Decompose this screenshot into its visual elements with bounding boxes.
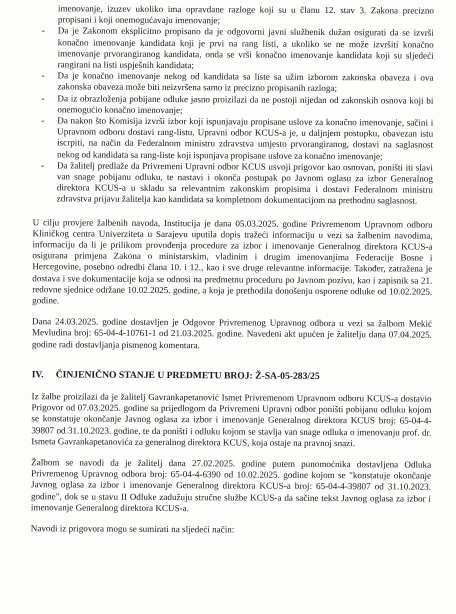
- list-item-text: Da je konačno imenovanje nekog od kandidata sa liste sa užim izborom zakonska obaveza i ova zakonska obaveza može biti neizvršena samo iz precizno propisanih razloga;: [57, 70, 434, 94]
- response-paragraph: Dana 24.03.2025. godine dostavljen je Odgovor Privremenog Upravnog odbora u vezi sa žalbom Mekić Mevludina broj: 65-04-4-10761-1 od 21.03.2025. godine. Navedeni akt upućen je žalitelju dana 07.04.2025. godine radi dostavljanja pismenog komentara.: [31, 316, 433, 350]
- list-item-text: Da je Zakonom eksplicitno propisano da je odgovorni javni službenik dužan osigurati da se izvrši konačno imenovanje kandidata koji je prvi na rang listi, a ukoliko se ne može izvršiti konačno imenovanje prvorangiranog kandidata, onda se vrši konačno imenovanje kandidata koji su sljedeći rangirani na listi uspješnih kandidata;: [57, 25, 434, 71]
- facts-paragraph: Iz žalbe proizilazi da je žalitelj Gavrankapetanović Ismet Privremenom Upravnom odboru KCUS-a dostavio Prigovor od 07.03.2025. godine sa prijedlogom da Privremeni Upravni odbor poništi pobijanu odluku kojom se konstatuje okončanje Javnog oglasa za izbor i imenovanje Generalnog direktora KCUS broj: 65-04-4-39807 od 31.10.2023. godine, te da poništi i odluku kojom se stavlja van snage odluka o imenovanju prof. dr. Ismeta Gavrankapetanovića za generalnog direktora KCUS, koja ostaje na pravnoj snazi.: [31, 391, 432, 448]
- bullet-dash: -: [41, 70, 45, 81]
- list-item: [41, 25, 434, 73]
- list-item: [41, 70, 434, 96]
- objection-points-list: [33, 3, 434, 207]
- bullet-dash: -: [40, 160, 45, 171]
- list-item-text: Da iz obrazloženja pobijane odluke jasno proizilazi da ne postoji nijedan od zakonskih osnova koji bi onemogućio konačno imenovanje;: [57, 92, 434, 115]
- section-title: ČINJENIČNO STANJE U PREDMETU BROJ: Ž-SA-05-283/25: [55, 369, 320, 382]
- section-heading: [32, 369, 432, 383]
- list-item-text: imenovanje, izuzev ukoliko ima opravdane razloge koji su u članu 12. stav 3. Zakona precizno propisani i koji onemogućavaju imenovanje;: [57, 3, 434, 26]
- bullet-dash: -: [41, 92, 45, 103]
- section-number: IV.: [31, 369, 44, 381]
- bullet-dash: -: [41, 115, 45, 126]
- complaint-paragraph: Žalbom se navodi da je žalitelj dana 27.02.2025. godine putem punomoćnika dostavljena Odluka Privremenog Upravnog odbora broj: 65-04-4-6390 od 10.02.2025. godine kojom se "konstatuje okončanje Javnog oglasa za izbor i imenovanje Generalnog direktora KCUS-a broj: 65-04-4-39807 od 31.10.2023. godine", dok se u stavu II Odluke zadužuju stručne službe KCUS-a da sačine tekst Javnog oglasa za izbor i imenovanje Generalnog direktora KCUS-a.: [30, 457, 432, 513]
- list-item: [58, 3, 434, 28]
- list-item: [40, 160, 434, 207]
- list-item: [41, 115, 434, 162]
- bullet-dash: -: [41, 25, 45, 36]
- verification-paragraph: U cilju provjere žalbenih navoda, Institucija je dana 05.03.2025. godine Privremenom Upravnom odboru Kliničkog centra Univerziteta u Sarajevu uputila dopis tražeći informaciju u vezi sa žalbenim navodima, informaciju da li je prilikom provođenja procedure za izbor i imenovanje Generalnog direktora KCUS-a osigurana primjena Zakona o ministarskim, vladinim i drugim imenovanjima Federacije Bosne i Hercegovine, posebno odredbi člana 10. i 12., kao i sve druge relevantne informacije. Također, zatražena je dostava i sve dokumentacije koja se odnosi na predmetnu proceduru po Javnom pozivu, kao i zapisnik sa 21. redovne sjednice održane 10.02.2025. godine, a koja je prethodila donošenju osporene odluke od 10.02.2025. godine.: [32, 216, 433, 306]
- summary-intro-paragraph: Navodi iz prigovora mogu se sumirati na sljedeći način:: [30, 523, 235, 535]
- list-item-text: Da žalitelj predlaže da Privremeni Upravni odbor KCUS usvoji prigovor kao osnovan, poništi iti slavi van snage pobijanu odluku, te nastavi i okonča postupak po Javnom oglasu za izbor Generalnog direktora KCUS-a u skladu sa relevantnim zakonskim propisima i dostavi Federalnom ministru zdravstva prijavu žalitelja kao kandidata sa kompletnom dokumentacijom na prethodnu saglasnost.: [56, 160, 434, 207]
- list-item-text: Da nakon što Komisija izvrši izbor koji ispunjavaju propisane uslove za konačno imenovanje, sačini i Upravnom odboru dostavi rang-listu, Upravni odbor KCUS-a je, u daljnjem postupku, obavezan istu iscrpiti, na način da Federalnom ministru zdravstva umjesto prvorangiranog, dostavi na saglasnost nekog od kandidata sa rang-liste koji ispunjava propisane uslove za konačno imenovanje;: [57, 115, 434, 161]
- list-item: [41, 92, 434, 118]
